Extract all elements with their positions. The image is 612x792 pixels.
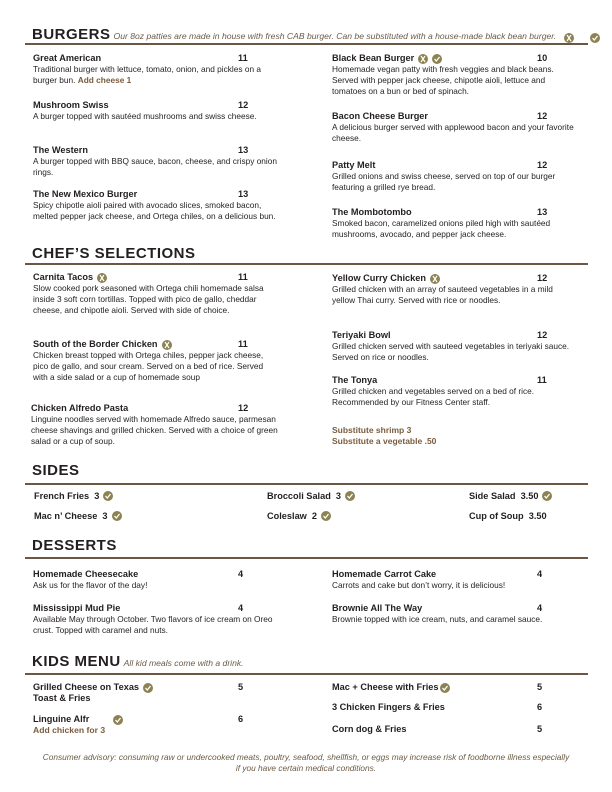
item-price: 5 [238,682,244,692]
item-name: Patty Melt [332,160,376,170]
item-desc: Smoked bacon, caramelized onions piled high with sautéed mushrooms, avocado, and pepper jack cheese. [332,218,551,239]
side-item [267,491,355,501]
item-name: Grilled Cheese on Texas [33,682,140,692]
item-name: Linguine Alfr [33,714,90,724]
substitution-vegetable: Substitute a vegetable .50 [332,436,437,446]
side-label: Broccoli Salad 3 [267,491,342,501]
menu-item [332,207,577,240]
item-desc: Brownie topped with ice cream, nuts, and caramel sauce. [332,614,543,624]
item-name: Bacon Cheese Burger [332,111,428,121]
vegetarian-icon [542,491,552,501]
menu-item [332,375,577,408]
item-price: 4 [537,603,543,613]
item-price: 4 [238,569,244,579]
item-price: 11 [238,53,248,63]
menu-item [33,569,278,591]
menu-item [33,53,278,86]
item-price: 13 [238,189,249,199]
menu-item [33,145,278,178]
item-name: Carnita Tacos [33,272,94,282]
item-name-continued: Toast & Fries [33,693,91,703]
gluten-free-icon [162,340,172,350]
section-title-burgers [32,26,556,43]
menu-item [332,160,577,193]
sides-heading: SIDES [32,462,80,479]
vegetarian-icon [113,715,123,725]
menu-item [332,569,577,591]
item-desc: Available May through October. Two flavors of ice cream on Oreo crust. Topped with caramel and nuts. [33,614,273,635]
vegetarian-icon [103,491,113,501]
item-name: South of the Border Chicken [33,339,158,349]
item-price: 12 [537,330,548,340]
item-name: Homemade Carrot Cake [332,569,437,579]
item-desc: Ask us for the flavor of the day! [33,580,148,590]
item-name: Black Bean Burger [332,53,415,63]
item-desc: Homemade vegan patty with fresh veggies and black beans. Served with pepper jack cheese, chipotle aioli, lettuce and tomatoes on a bun or bed of spinach. [332,64,554,96]
substitution-shrimp: Substitute shrimp 3 [332,425,412,435]
item-desc: Grilled chicken and vegetables served on a bed of rice. Recommended by our Fitness Center staff. [332,386,535,407]
vegetarian-icon [321,511,331,521]
section-title-chefs [32,245,196,262]
item-addon: Add cheese 1 [77,75,132,85]
item-price: 11 [537,375,547,385]
item-price: 12 [537,160,548,170]
side-item [34,491,113,501]
chefs-heading: CHEF’S SELECTIONS [32,245,196,262]
burgers-note: Our 8oz patties are made in house with fresh CAB burger. Can be substituted with a house-made black bean burger. [113,31,557,41]
kids-note: All kid meals come with a drink. [123,658,244,668]
menu-item [33,189,278,222]
item-name: Chicken Alfredo Pasta [31,403,129,413]
item-price: 6 [537,702,543,712]
item-price: 12 [537,111,548,121]
vegetarian-icon [590,33,600,43]
item-desc: Traditional burger with lettuce, tomato, onion, and pickles on a burger bun. [33,64,261,85]
side-item [267,511,331,521]
side-label: Side Salad 3.50 [469,491,539,501]
vegetarian-icon [143,683,153,693]
gluten-free-icon [97,273,107,283]
side-label: Coleslaw 2 [267,511,318,521]
menu-item [332,682,577,693]
item-desc: Spicy chipotle aioli paired with avocado slices, smoked bacon, melted pepper jack cheese, and Ortega chiles, on a delicious bun. [33,200,276,221]
item-desc: A burger topped with sautéed mushrooms and swiss cheese. [33,111,257,121]
item-name: Great American [33,53,102,63]
item-name: Brownie All The Way [332,603,423,613]
section-title-desserts [32,537,117,554]
side-item [34,511,122,521]
item-price: 12 [238,403,249,413]
side-item [469,511,547,521]
side-label: Cup of Soup 3.50 [469,511,547,521]
item-price: 13 [537,207,548,217]
side-label: Mac n’ Cheese 3 [34,511,108,521]
item-price: 13 [238,145,249,155]
consumer-advisory: Consumer advisory: consuming raw or undercooked meats, poultry, seafood, shellfish, or eggs may increase risk of foodborne illness especially if you have certain medical conditions. [42,752,570,773]
item-name: The New Mexico Burger [33,189,138,199]
section-title-kids [32,653,244,670]
item-price: 5 [537,724,543,734]
item-desc: Grilled chicken with an array of sauteed vegetables in a mild yellow Thai curry. Served with rice or noodles. [332,284,553,305]
vegetarian-icon [432,54,442,64]
item-name: The Tonya [332,375,378,385]
menu-item [33,272,278,316]
section-rule [25,263,588,265]
item-desc: Carrots and cake but don’t worry, it is delicious! [332,580,506,590]
section-rule [25,43,588,45]
item-price: 5 [537,682,543,692]
item-desc: A delicious burger served with applewood bacon and your favorite cheese. [332,122,574,143]
item-name: Teriyaki Bowl [332,330,391,340]
menu-item [332,603,577,625]
section-rule [25,557,588,559]
item-price: 6 [238,714,244,724]
item-price: 12 [537,273,548,283]
item-name: Yellow Curry Chicken [332,273,426,283]
menu-item [332,273,577,306]
item-desc: Grilled onions and swiss cheese, served on top of our burger featuring a grilled rye bread. [332,171,556,192]
item-name: Mississippi Mud Pie [33,603,121,613]
menu-item [332,53,577,97]
desserts-heading: DESSERTS [32,537,117,554]
menu-item [33,714,278,736]
burgers-heading: BURGERS [32,26,111,43]
item-desc: Linguine noodles served with homemade Alfredo sauce, parmesan cheese shavings and grilled chicken. Served with a choice of green salad or a cup of soup. [31,414,278,446]
item-name: The Western [33,145,88,155]
menu-item [33,603,283,636]
menu-item [332,702,577,713]
gluten-free-icon [564,33,574,43]
section-rule [25,483,588,485]
vegetarian-icon [440,683,450,693]
item-name: Mac + Cheese with Fries [332,682,439,692]
item-price: 11 [238,339,248,349]
item-desc: Chicken breast topped with Ortega chiles, pepper jack cheese, pico de gallo, and sour cream. Served on a bed of rice. Served with a side salad or a cup of homemade soup [33,350,264,382]
item-name: 3 Chicken Fingers & Fries [332,702,445,712]
item-price: 10 [537,53,548,63]
vegetarian-icon [112,511,122,521]
gluten-free-icon [418,54,428,64]
menu-item [33,100,278,122]
item-name: Corn dog & Fries [332,724,407,734]
side-label: French Fries 3 [34,491,100,501]
item-addon: Add chicken for 3 [33,725,106,735]
section-rule [25,673,588,675]
menu-item [332,724,577,735]
item-price: 12 [238,100,249,110]
menu-item [33,339,278,383]
menu-item [332,111,577,144]
item-price: 11 [238,272,248,282]
menu-item [33,682,278,704]
menu-item [31,403,281,447]
item-name: The Mombotombo [332,207,412,217]
section-title-sides [32,462,80,479]
item-name: Homemade Cheesecake [33,569,139,579]
item-name: Mushroom Swiss [33,100,109,110]
vegetarian-icon [345,491,355,501]
item-price: 4 [238,603,244,613]
gluten-free-icon [430,274,440,284]
item-desc: Grilled chicken served with sauteed vegetables in teriyaki sauce. Served on rice or noodles. [332,341,570,362]
item-desc: Slow cooked pork seasoned with Ortega chili homemade salsa inside 3 soft corn tortillas. Topped with pico de gallo, cheddar cheese, and chipotle aioli. Served with side of choice. [33,283,264,315]
kids-heading: KIDS MENU [32,653,121,670]
item-price: 4 [537,569,543,579]
side-item [469,491,552,501]
item-desc: A burger topped with BBQ sauce, bacon, cheese, and crispy onion rings. [33,156,277,177]
menu-item [332,330,577,363]
